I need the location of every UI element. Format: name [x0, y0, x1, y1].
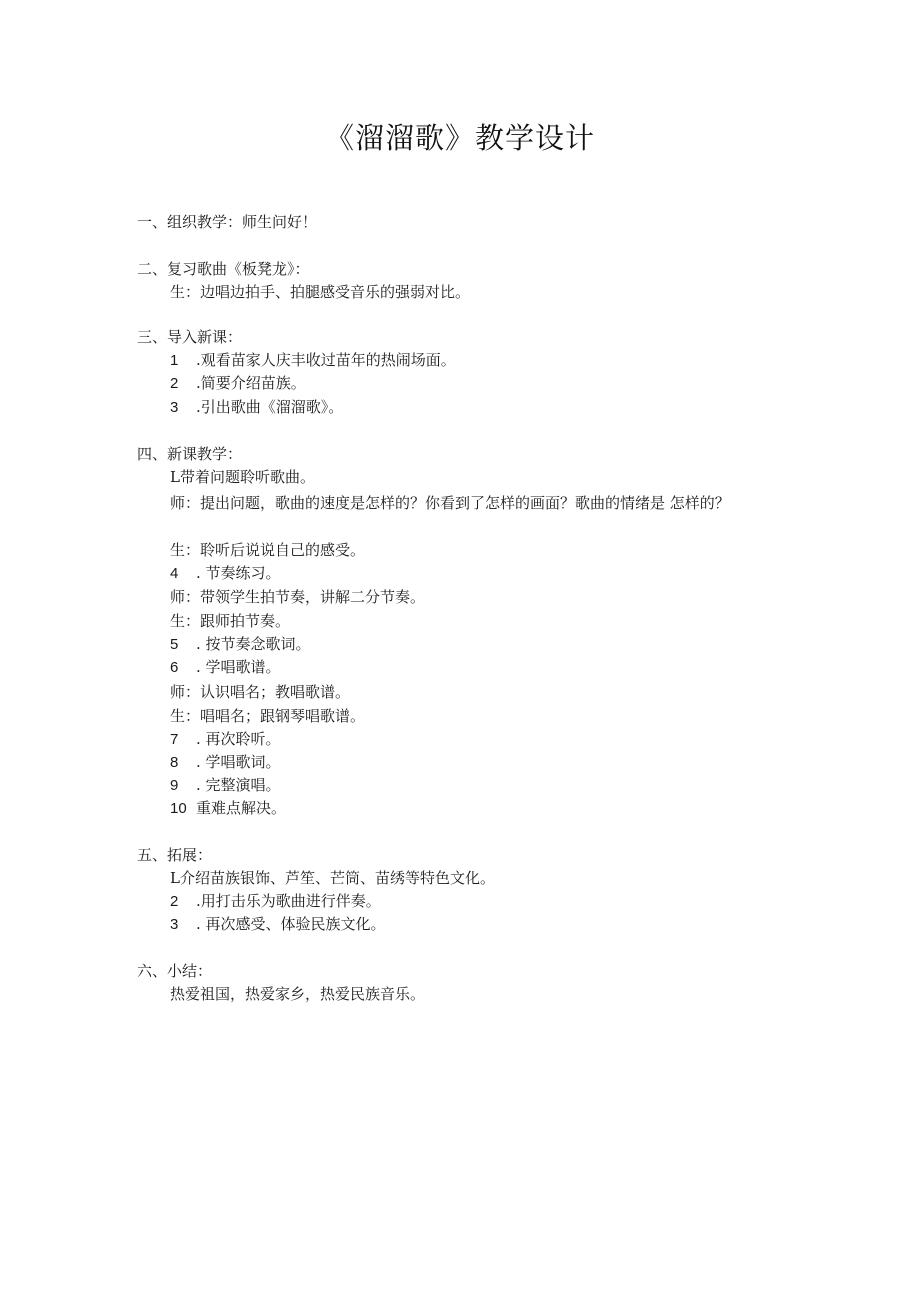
lesson-line: 生：聆听后说说自己的感受。 [170, 541, 366, 559]
list-item-number: 10 [170, 800, 187, 817]
list-item-text: . 按节奏念歌词。 [196, 635, 311, 653]
list-item-number: 9 [170, 777, 179, 794]
lesson-line: 师：带领学生拍节奏，讲解二分节奏。 [170, 588, 426, 606]
list-item-text: .简要介绍苗族。 [196, 374, 306, 392]
list-item-text: . 再次聆听。 [196, 730, 281, 748]
list-item [170, 913, 386, 936]
extension-line: L介绍苗族银饰、芦笙、芒筒、苗绣等特色文化。 [170, 869, 495, 887]
list-item [170, 774, 281, 797]
section-heading-review: 二、复习歌曲《板凳龙》： [137, 260, 310, 278]
list-item-text: .观看苗家人庆丰收过苗年的热闹场面。 [196, 351, 456, 369]
document-title: 《溜溜歌》教学设计 [324, 121, 595, 155]
list-item-text: . 学唱歌词。 [196, 753, 281, 771]
list-item-number: 2 [170, 893, 179, 910]
list-item [170, 372, 306, 395]
section-heading-summary: 六、小结： [137, 962, 213, 980]
list-item [170, 633, 311, 656]
list-item-text: . 学唱歌谱。 [196, 658, 281, 676]
list-item-number: 6 [170, 659, 179, 676]
section-heading-intro: 三、导入新课： [137, 328, 243, 346]
summary-line: 热爱祖国，热爱家乡，热爱民族音乐。 [170, 985, 426, 1003]
list-item [170, 562, 281, 585]
list-item-text: .用打击乐为歌曲进行伴奏。 [196, 892, 381, 910]
list-item-number: 3 [170, 916, 179, 933]
list-item-number: 1 [170, 352, 179, 369]
lesson-line: 师：认识唱名；教唱歌谱。 [170, 683, 351, 701]
review-student-line: 生：边唱边拍手、拍腿感受音乐的强弱对比。 [170, 283, 471, 301]
lesson-line: 生：唱唱名；跟钢琴唱歌谱。 [170, 707, 366, 725]
list-item-number: 5 [170, 636, 179, 653]
list-item [170, 890, 381, 913]
list-item [170, 728, 281, 751]
list-item [170, 656, 281, 679]
lesson-question-line: 师：提出问题，歌曲的速度是怎样的？你看到了怎样的画面？歌曲的情绪是 怎样的？ [170, 494, 730, 512]
list-item-number: 4 [170, 565, 179, 582]
list-item-number: 2 [170, 375, 179, 392]
list-item-text: . 完整演唱。 [196, 776, 281, 794]
list-item-text: 重难点解决。 [196, 799, 287, 817]
lesson-line: 生：跟师拍节奏。 [170, 612, 291, 630]
list-item-number: 3 [170, 399, 179, 416]
list-item [170, 797, 286, 820]
list-item [170, 396, 343, 419]
list-item-text: . 节奏练习。 [196, 564, 281, 582]
lesson-line: L带着问题聆听歌曲。 [170, 468, 315, 486]
list-item-text: .引出歌曲《溜溜歌》。 [196, 398, 344, 416]
section-heading-extension: 五、拓展： [137, 846, 213, 864]
list-item-number: 7 [170, 731, 179, 748]
section-heading-organize: 一、组织教学：师生问好！ [137, 213, 318, 231]
list-item-text: . 再次感受、体验民族文化。 [196, 915, 386, 933]
section-heading-new-lesson: 四、新课教学： [137, 445, 243, 463]
list-item [170, 349, 456, 372]
list-item [170, 751, 281, 774]
list-item-number: 8 [170, 754, 179, 771]
